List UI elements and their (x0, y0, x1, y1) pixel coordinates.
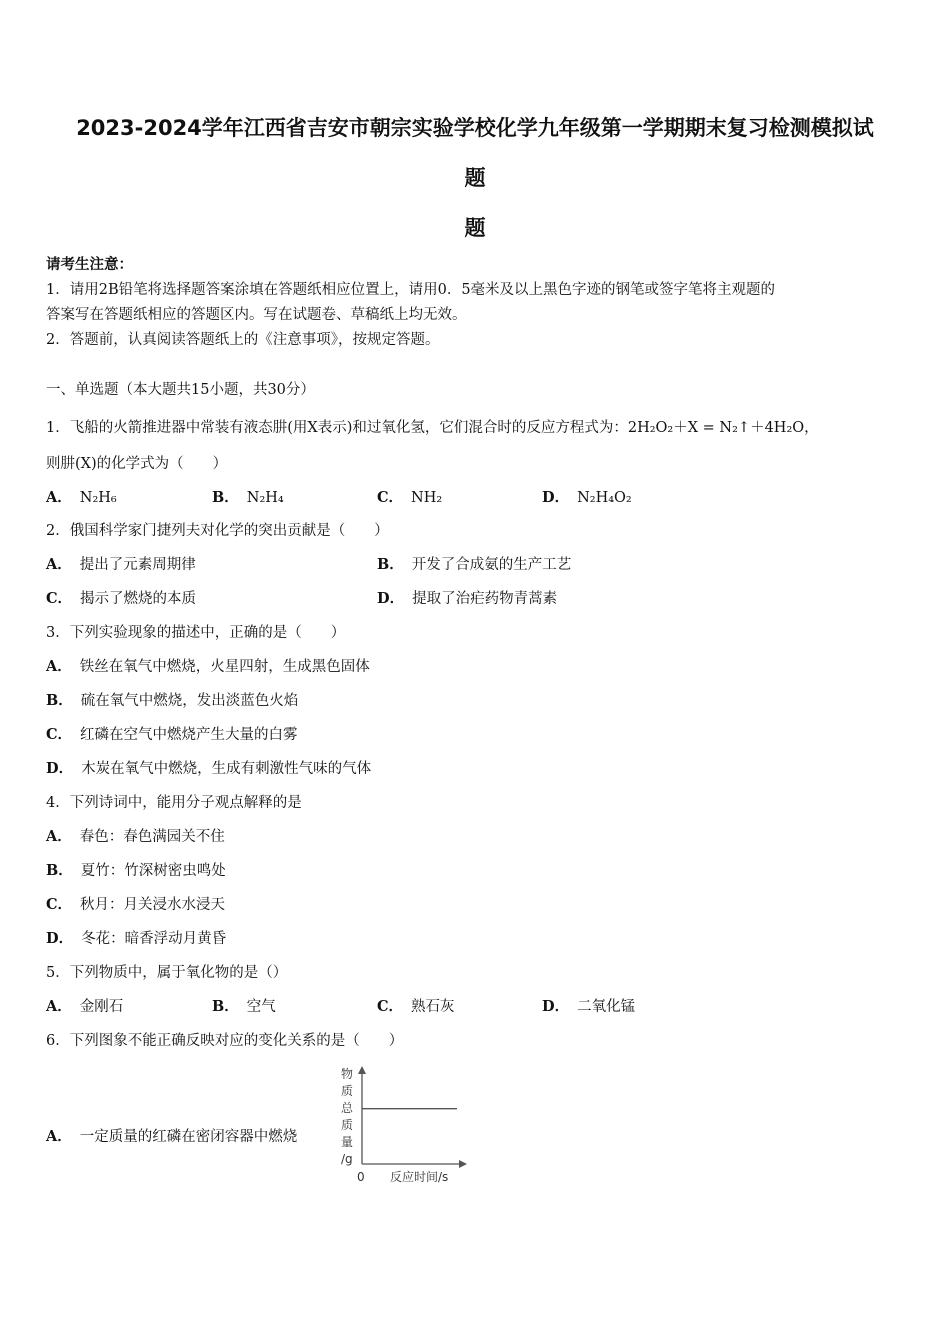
option-text: 夏竹：竹深树密虫鸣处 (80, 863, 226, 879)
question-1-stem-line-1: 1．飞船的火箭推进器中常装有液态肼(用X表示)和过氧化氢，它们混合时的反应方程式为：2H₂O₂＋X = N₂↑＋4H₂O， (46, 420, 819, 436)
question-5-option-a (46, 995, 123, 1016)
option-letter: B． (212, 489, 239, 506)
question-2-option-a (46, 553, 196, 574)
option-letter: B． (212, 998, 239, 1015)
question-2-stem: 2．俄国科学家门捷列夫对化学的突出贡献是（ ） (46, 523, 389, 539)
option-text: 空气 (246, 999, 276, 1015)
question-5-option-b (212, 995, 276, 1016)
question-1-option-b (212, 486, 284, 507)
option-text: 金刚石 (79, 999, 124, 1015)
page-title-line-2: 题 (464, 166, 486, 190)
option-text: N₂H₆ (79, 490, 117, 506)
option-text: N₂H₄ (246, 490, 284, 506)
y-axis-label-char: /g (341, 1152, 353, 1166)
option-letter: A． (46, 998, 72, 1015)
option-text: 二氧化锰 (577, 999, 636, 1015)
option-text: 提取了治疟药物青蒿素 (412, 591, 558, 607)
option-text: 红磷在空气中燃烧产生大量的白雾 (80, 727, 298, 743)
option-text: 熟石灰 (411, 999, 455, 1015)
y-axis-label (341, 1066, 354, 1166)
option-text: 硫在氧气中燃烧，发出淡蓝色火焰 (80, 693, 299, 709)
option-text: 秋月：月关浸水水浸天 (80, 897, 226, 913)
question-1-option-a (46, 486, 117, 507)
question-3-stem: 3．下列实验现象的描述中，正确的是（ ） (46, 625, 346, 641)
question-4-option-b (46, 859, 226, 880)
option-text: 春色：春色满园关不住 (79, 829, 225, 845)
page-title-line-1: 2023-2024学年江西省吉安市朝宗实验学校化学九年级第一学期期末复习检测模拟试 (76, 116, 874, 140)
y-axis-label-char: 质 (341, 1084, 354, 1098)
option-letter: C． (377, 489, 404, 506)
option-text: 一定质量的红磷在密闭容器中燃烧 (79, 1129, 298, 1145)
question-3-option-a (46, 655, 370, 676)
option-letter: C． (46, 590, 73, 607)
notice-item-1-line-2: 答案写在答题纸相应的答题区内。写在试题卷、草稿纸上均无效。 (46, 307, 467, 323)
y-axis-label-char: 质 (341, 1118, 354, 1132)
notice-item-2: 2．答题前，认真阅读答题纸上的《注意事项》，按规定答题。 (46, 332, 440, 348)
question-3-option-c (46, 723, 298, 744)
option-letter: C． (46, 726, 73, 743)
question-5-stem: 5．下列物质中，属于氧化物的是（） (46, 965, 288, 981)
option-letter: D． (377, 590, 405, 607)
option-letter: A． (46, 1128, 72, 1145)
question-6-chart (330, 1062, 480, 1192)
option-letter: B． (377, 556, 404, 573)
option-text: NH₂ (411, 490, 443, 506)
option-letter: D． (542, 489, 570, 506)
question-2-option-d (377, 587, 557, 608)
question-1-option-d (542, 486, 632, 507)
y-axis-arrow (358, 1066, 366, 1074)
question-1-option-c (377, 486, 442, 507)
option-letter: C． (377, 998, 404, 1015)
question-4-option-c (46, 893, 225, 914)
notice-item-1-line-1: 1．请用2B铅笔将选择题答案涂填在答题纸相应位置上，请用0．5毫米及以上黑色字迹的钢笔或签字笔将主观题的 (46, 282, 776, 298)
question-6-option-a (46, 1125, 297, 1146)
option-letter: C． (46, 896, 73, 913)
question-5-option-d (542, 995, 635, 1016)
question-3-option-b (46, 689, 298, 710)
option-letter: B． (46, 862, 73, 879)
question-1-stem-line-2: 则肼(X)的化学式为（ ） (46, 456, 228, 472)
option-letter: A． (46, 556, 72, 573)
y-axis-label-char: 物 (341, 1067, 354, 1081)
question-4-option-d (46, 927, 226, 948)
y-axis-label-char: 总 (341, 1101, 354, 1115)
page-title-line-3: 题 (464, 216, 486, 240)
option-text: 木炭在氧气中燃烧，生成有刺激性气味的气体 (81, 761, 372, 777)
y-axis-label-char: 量 (341, 1135, 354, 1149)
option-text: 提出了元素周期律 (79, 557, 196, 573)
origin-label: 0 (357, 1170, 365, 1184)
option-letter: D． (46, 760, 74, 777)
option-letter: B． (46, 692, 73, 709)
option-letter: D． (46, 930, 74, 947)
option-letter: A． (46, 489, 72, 506)
question-5-option-c (377, 995, 455, 1016)
question-4-option-a (46, 825, 225, 846)
question-6-stem: 6．下列图象不能正确反映对应的变化关系的是（ ） (46, 1033, 404, 1049)
question-2-option-c (46, 587, 196, 608)
option-letter: D． (542, 998, 570, 1015)
section-heading: 一、单选题（本大题共15小题，共30分） (46, 382, 315, 398)
question-3-option-d (46, 757, 371, 778)
notice-heading: 请考生注意： (46, 256, 133, 273)
x-axis-arrow (459, 1160, 467, 1168)
option-text: 开发了合成氨的生产工艺 (411, 557, 572, 573)
question-2-option-b (377, 553, 571, 574)
question-4-stem: 4．下列诗词中，能用分子观点解释的是 (46, 795, 302, 811)
option-text: 铁丝在氧气中燃烧，火星四射，生成黑色固体 (79, 659, 370, 675)
option-text: N₂H₄O₂ (577, 490, 632, 506)
option-text: 揭示了燃烧的本质 (80, 591, 197, 607)
option-letter: A． (46, 658, 72, 675)
option-letter: A． (46, 828, 72, 845)
option-text: 冬花：暗香浮动月黄昏 (81, 931, 227, 947)
x-axis-label: 反应时间/s (390, 1170, 449, 1184)
